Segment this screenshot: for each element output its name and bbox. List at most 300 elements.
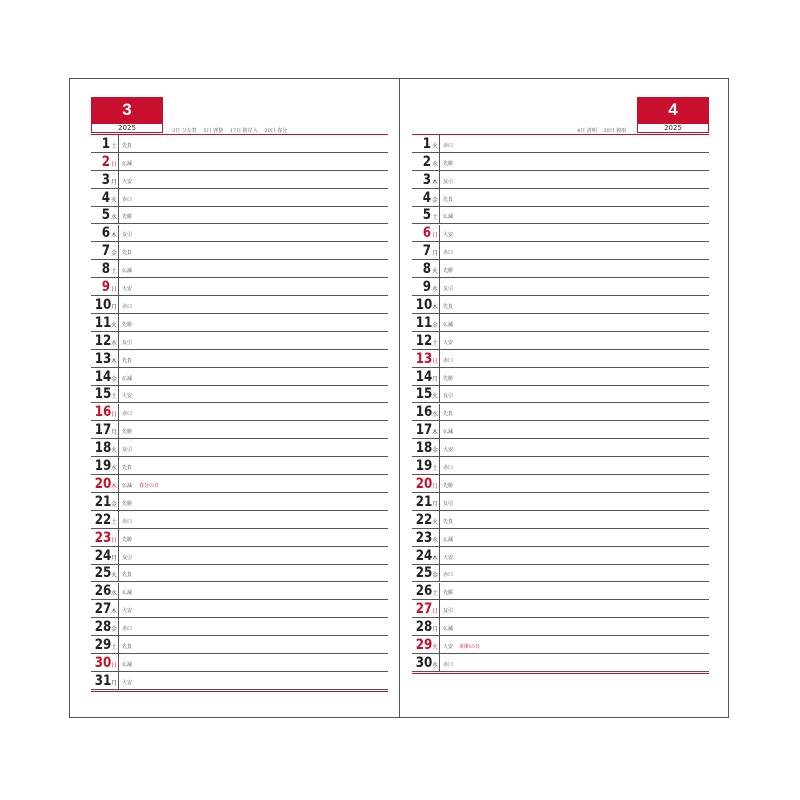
rokuyo-label: 大安: [443, 447, 454, 454]
rokuyo-label: 大安: [443, 339, 454, 346]
day-number: 30: [94, 654, 112, 671]
day-number: 2: [422, 153, 431, 170]
rokuyo-label: 大安: [122, 178, 133, 185]
day-number: 28: [94, 619, 112, 636]
day-number: 18: [94, 440, 112, 457]
day-row[interactable]: [91, 475, 388, 493]
weekday-label: 水: [111, 590, 118, 598]
column-divider: [118, 386, 119, 404]
day-row[interactable]: [412, 583, 709, 601]
weekday-label: 火: [432, 644, 439, 652]
day-row[interactable]: [412, 189, 709, 207]
column-divider: [118, 565, 119, 583]
day-row[interactable]: [412, 386, 709, 404]
calendar-notes: 4日 清明 20日 穀雨: [577, 128, 627, 134]
day-number: 10: [94, 296, 112, 313]
day-row[interactable]: [412, 260, 709, 278]
column-divider: [439, 135, 440, 153]
weekday-label: 水: [432, 160, 439, 168]
day-number: 22: [415, 511, 433, 528]
weekday-label: 火: [432, 268, 439, 276]
march-page: [70, 79, 399, 717]
day-row[interactable]: [91, 225, 388, 243]
day-number: 24: [415, 547, 433, 564]
day-number: 11: [415, 314, 433, 331]
rokuyo-label: 大安: [443, 644, 454, 651]
calendar-notes: 3日 ひな祭 5日 啓蟄 17日 彼岸入 20日 春分: [172, 128, 288, 134]
day-number: 9: [422, 279, 431, 296]
column-divider: [118, 225, 119, 243]
weekday-label: 土: [432, 465, 439, 473]
column-divider: [118, 368, 119, 386]
weekday-label: 火: [111, 196, 118, 204]
day-row[interactable]: [412, 654, 709, 672]
weekday-label: 火: [432, 393, 439, 401]
day-row[interactable]: [91, 565, 388, 583]
column-divider: [439, 547, 440, 565]
weekday-label: 金: [111, 500, 118, 508]
column-divider: [439, 636, 440, 654]
weekday-label: 火: [111, 572, 118, 580]
day-row[interactable]: [412, 493, 709, 511]
holiday-label: 昭和の日: [460, 644, 481, 651]
day-number: 5: [422, 207, 431, 224]
day-number: 27: [415, 601, 433, 618]
bottom-rule: [91, 691, 388, 692]
day-row[interactable]: [412, 207, 709, 225]
column-divider: [439, 260, 440, 278]
day-row[interactable]: [412, 565, 709, 583]
column-divider: [118, 511, 119, 529]
column-divider: [439, 600, 440, 618]
rokuyo-label: 友引: [443, 178, 454, 185]
day-number: 15: [415, 386, 433, 403]
day-row[interactable]: [91, 618, 388, 636]
day-number: 22: [94, 511, 112, 528]
day-row[interactable]: [412, 314, 709, 332]
rokuyo-label: 大安: [122, 679, 133, 686]
column-divider: [439, 368, 440, 386]
rokuyo-label: 仏滅: [122, 268, 133, 275]
rokuyo-label: 大安: [443, 554, 454, 561]
row-rule: [91, 689, 388, 690]
day-number: 17: [94, 422, 112, 439]
column-divider: [118, 421, 119, 439]
day-number: 7: [422, 243, 431, 260]
rokuyo-label: 友引: [443, 608, 454, 615]
row-rule: [412, 671, 709, 672]
weekday-label: 金: [432, 572, 439, 580]
day-row[interactable]: [412, 278, 709, 296]
rokuyo-label: 友引: [122, 339, 133, 346]
day-row[interactable]: [412, 350, 709, 368]
rokuyo-label: 赤口: [443, 142, 454, 149]
rokuyo-label: 赤口: [443, 465, 454, 472]
column-divider: [118, 135, 119, 153]
weekday-label: 日: [111, 286, 118, 294]
column-divider: [439, 618, 440, 636]
day-number: 26: [415, 583, 433, 600]
day-number: 19: [415, 458, 433, 475]
rokuyo-label: 仏滅: [122, 160, 133, 167]
column-divider: [439, 242, 440, 260]
rokuyo-label: 先勝: [122, 214, 133, 221]
weekday-label: 金: [432, 196, 439, 204]
weekday-label: 土: [111, 142, 118, 150]
column-divider: [439, 565, 440, 583]
column-divider: [118, 618, 119, 636]
weekday-label: 日: [432, 482, 439, 490]
weekday-label: 月: [432, 375, 439, 383]
day-row[interactable]: [91, 314, 388, 332]
rokuyo-label: 仏滅: [122, 661, 133, 668]
column-divider: [439, 457, 440, 475]
rokuyo-label: 赤口: [122, 196, 133, 203]
day-row[interactable]: [91, 171, 388, 189]
day-row[interactable]: [91, 636, 388, 654]
weekday-label: 日: [111, 160, 118, 168]
year-label: 2025: [91, 123, 163, 133]
rokuyo-label: 大安: [122, 608, 133, 615]
rokuyo-label: 仏滅: [122, 482, 133, 489]
rokuyo-label: 赤口: [443, 357, 454, 364]
day-row[interactable]: [412, 529, 709, 547]
weekday-label: 日: [432, 232, 439, 240]
day-row[interactable]: [412, 332, 709, 350]
day-row[interactable]: [412, 242, 709, 260]
day-row[interactable]: [91, 368, 388, 386]
day-row[interactable]: [91, 654, 388, 672]
rokuyo-label: 赤口: [122, 303, 133, 310]
rokuyo-label: 仏滅: [443, 536, 454, 543]
column-divider: [118, 547, 119, 565]
day-number: 2: [101, 153, 110, 170]
weekday-label: 土: [111, 393, 118, 401]
column-divider: [439, 314, 440, 332]
rokuyo-label: 先勝: [122, 321, 133, 328]
column-divider: [118, 583, 119, 601]
rokuyo-label: 仏滅: [122, 590, 133, 597]
column-divider: [439, 189, 440, 207]
column-divider: [118, 242, 119, 260]
month-label: 3: [91, 97, 163, 123]
column-divider: [118, 439, 119, 457]
rokuyo-label: 仏滅: [122, 375, 133, 382]
day-row[interactable]: [412, 153, 709, 171]
rokuyo-label: 先負: [443, 411, 454, 418]
rokuyo-label: 先負: [122, 142, 133, 149]
rokuyo-label: 仏滅: [443, 626, 454, 633]
day-number: 6: [101, 225, 110, 242]
column-divider: [118, 529, 119, 547]
column-divider: [439, 511, 440, 529]
rokuyo-label: 先負: [443, 303, 454, 310]
rokuyo-label: 先勝: [122, 536, 133, 543]
weekday-label: 木: [111, 232, 118, 240]
column-divider: [439, 296, 440, 314]
day-row[interactable]: [412, 171, 709, 189]
weekday-label: 金: [111, 626, 118, 634]
column-divider: [118, 332, 119, 350]
column-divider: [439, 153, 440, 171]
weekday-label: 月: [111, 178, 118, 186]
day-number: 4: [422, 189, 431, 206]
day-row[interactable]: [412, 296, 709, 314]
weekday-label: 水: [432, 536, 439, 544]
day-number: 16: [415, 404, 433, 421]
column-divider: [439, 225, 440, 243]
weekday-label: 月: [432, 250, 439, 258]
rokuyo-label: 友引: [122, 554, 133, 561]
weekday-label: 月: [432, 500, 439, 508]
column-divider: [439, 529, 440, 547]
day-number: 27: [94, 601, 112, 618]
day-number: 14: [415, 368, 433, 385]
day-number: 19: [94, 458, 112, 475]
rokuyo-label: 仏滅: [443, 321, 454, 328]
day-number: 21: [94, 493, 112, 510]
day-row[interactable]: [91, 278, 388, 296]
rokuyo-label: 先負: [122, 465, 133, 472]
rokuyo-label: 先勝: [443, 590, 454, 597]
day-row[interactable]: [412, 421, 709, 439]
rokuyo-label: 先負: [122, 357, 133, 364]
day-row[interactable]: [91, 493, 388, 511]
weekday-label: 木: [432, 178, 439, 186]
day-row[interactable]: [91, 600, 388, 618]
day-row[interactable]: [91, 296, 388, 314]
rokuyo-label: 友引: [443, 500, 454, 507]
weekday-label: 月: [111, 429, 118, 437]
day-number: 4: [101, 189, 110, 206]
day-number: 23: [94, 529, 112, 546]
day-number: 16: [94, 404, 112, 421]
day-number: 25: [415, 565, 433, 582]
weekday-label: 土: [432, 590, 439, 598]
day-row[interactable]: [412, 547, 709, 565]
column-divider: [118, 636, 119, 654]
column-divider: [118, 153, 119, 171]
day-row[interactable]: [91, 583, 388, 601]
rokuyo-label: 先勝: [443, 268, 454, 275]
weekday-label: 水: [111, 465, 118, 473]
day-number: 28: [415, 619, 433, 636]
column-divider: [439, 475, 440, 493]
rokuyo-label: 先勝: [122, 500, 133, 507]
weekday-label: 日: [111, 411, 118, 419]
rokuyo-label: 赤口: [443, 250, 454, 257]
column-divider: [439, 421, 440, 439]
column-divider: [439, 171, 440, 189]
day-row[interactable]: [91, 439, 388, 457]
day-number: 25: [94, 565, 112, 582]
column-divider: [439, 583, 440, 601]
day-row[interactable]: [91, 547, 388, 565]
rokuyo-label: 赤口: [443, 661, 454, 668]
rokuyo-label: 友引: [443, 286, 454, 293]
rokuyo-label: 赤口: [443, 572, 454, 579]
column-divider: [439, 493, 440, 511]
column-divider: [118, 404, 119, 422]
rokuyo-label: 大安: [122, 393, 133, 400]
day-row[interactable]: [412, 135, 709, 153]
column-divider: [118, 600, 119, 618]
weekday-label: 木: [111, 357, 118, 365]
day-number: 13: [415, 350, 433, 367]
weekday-label: 水: [111, 214, 118, 222]
rokuyo-label: 友引: [122, 447, 133, 454]
day-row[interactable]: [91, 350, 388, 368]
column-divider: [439, 350, 440, 368]
column-divider: [439, 404, 440, 422]
weekday-label: 木: [432, 303, 439, 311]
day-row[interactable]: [91, 511, 388, 529]
column-divider: [439, 278, 440, 296]
weekday-label: 水: [111, 339, 118, 347]
day-row[interactable]: [91, 153, 388, 171]
rokuyo-label: 大安: [443, 232, 454, 239]
day-row[interactable]: [91, 332, 388, 350]
day-number: 15: [94, 386, 112, 403]
day-number: 29: [94, 637, 112, 654]
rokuyo-label: 大安: [122, 286, 133, 293]
day-row[interactable]: [412, 636, 709, 654]
weekday-label: 火: [111, 447, 118, 455]
column-divider: [118, 171, 119, 189]
day-number: 21: [415, 493, 433, 510]
day-number: 1: [101, 135, 110, 152]
day-number: 18: [415, 440, 433, 457]
day-row[interactable]: [91, 672, 388, 690]
day-number: 30: [415, 654, 433, 671]
day-number: 3: [101, 171, 110, 188]
day-number: 14: [94, 368, 112, 385]
day-number: 24: [94, 547, 112, 564]
weekday-label: 土: [432, 214, 439, 222]
day-row[interactable]: [91, 189, 388, 207]
day-number: 20: [415, 475, 433, 492]
rokuyo-label: 先勝: [443, 160, 454, 167]
rokuyo-label: 先勝: [443, 375, 454, 382]
day-row[interactable]: [91, 457, 388, 475]
column-divider: [439, 386, 440, 404]
day-number: 8: [422, 261, 431, 278]
weekday-label: 金: [111, 250, 118, 258]
day-row[interactable]: [91, 529, 388, 547]
weekday-label: 日: [432, 608, 439, 616]
column-divider: [118, 278, 119, 296]
day-row[interactable]: [412, 600, 709, 618]
day-row[interactable]: [412, 618, 709, 636]
day-number: 5: [101, 207, 110, 224]
day-row[interactable]: [91, 135, 388, 153]
day-row[interactable]: [412, 457, 709, 475]
rokuyo-label: 先勝: [443, 482, 454, 489]
day-number: 13: [94, 350, 112, 367]
weekday-label: 日: [111, 661, 118, 669]
weekday-label: 土: [111, 268, 118, 276]
column-divider: [118, 493, 119, 511]
rokuyo-label: 友引: [122, 232, 133, 239]
weekday-label: 火: [111, 321, 118, 329]
day-number: 20: [94, 475, 112, 492]
day-row[interactable]: [91, 404, 388, 422]
weekday-label: 土: [111, 518, 118, 526]
weekday-label: 水: [432, 411, 439, 419]
column-divider: [118, 296, 119, 314]
year-label: 2025: [637, 123, 709, 133]
day-number: 26: [94, 583, 112, 600]
rokuyo-label: 友引: [443, 393, 454, 400]
weekday-label: 日: [432, 357, 439, 365]
weekday-label: 木: [432, 429, 439, 437]
day-row[interactable]: [412, 225, 709, 243]
rokuyo-label: 赤口: [122, 518, 133, 525]
weekday-label: 木: [432, 554, 439, 562]
day-row[interactable]: [91, 242, 388, 260]
day-row[interactable]: [91, 421, 388, 439]
day-number: 31: [94, 672, 112, 689]
rokuyo-label: 先負: [122, 572, 133, 579]
day-number: 9: [101, 279, 110, 296]
day-number: 6: [422, 225, 431, 242]
month-label: 4: [637, 97, 709, 123]
rokuyo-label: 仏滅: [443, 214, 454, 221]
weekday-label: 水: [432, 286, 439, 294]
day-number: 1: [422, 135, 431, 152]
day-row[interactable]: [91, 207, 388, 225]
column-divider: [118, 260, 119, 278]
day-number: 3: [422, 171, 431, 188]
day-number: 7: [101, 243, 110, 260]
april-page: [400, 79, 730, 717]
weekday-label: 土: [432, 339, 439, 347]
weekday-label: 月: [432, 626, 439, 634]
rokuyo-label: 先負: [443, 518, 454, 525]
day-row[interactable]: [412, 368, 709, 386]
weekday-label: 水: [432, 661, 439, 669]
day-number: 8: [101, 261, 110, 278]
day-row[interactable]: [412, 511, 709, 529]
day-row[interactable]: [412, 404, 709, 422]
day-number: 12: [94, 332, 112, 349]
column-divider: [118, 207, 119, 225]
day-row[interactable]: [91, 386, 388, 404]
day-number: 23: [415, 529, 433, 546]
day-row[interactable]: [91, 260, 388, 278]
weekday-label: 金: [432, 447, 439, 455]
weekday-label: 木: [111, 482, 118, 490]
day-number: 12: [415, 332, 433, 349]
column-divider: [118, 654, 119, 672]
weekday-label: 火: [432, 142, 439, 150]
rokuyo-label: 先負: [122, 644, 133, 651]
column-divider: [439, 654, 440, 672]
rokuyo-label: 先負: [443, 196, 454, 203]
day-number: 10: [415, 296, 433, 313]
column-divider: [118, 350, 119, 368]
day-number: 11: [94, 314, 112, 331]
column-divider: [439, 439, 440, 457]
column-divider: [439, 332, 440, 350]
day-row[interactable]: [412, 475, 709, 493]
column-divider: [118, 672, 119, 690]
holiday-label: 春分の日: [139, 482, 160, 489]
rokuyo-label: 先負: [122, 250, 133, 257]
day-row[interactable]: [412, 439, 709, 457]
column-divider: [118, 457, 119, 475]
rokuyo-label: 仏滅: [443, 429, 454, 436]
